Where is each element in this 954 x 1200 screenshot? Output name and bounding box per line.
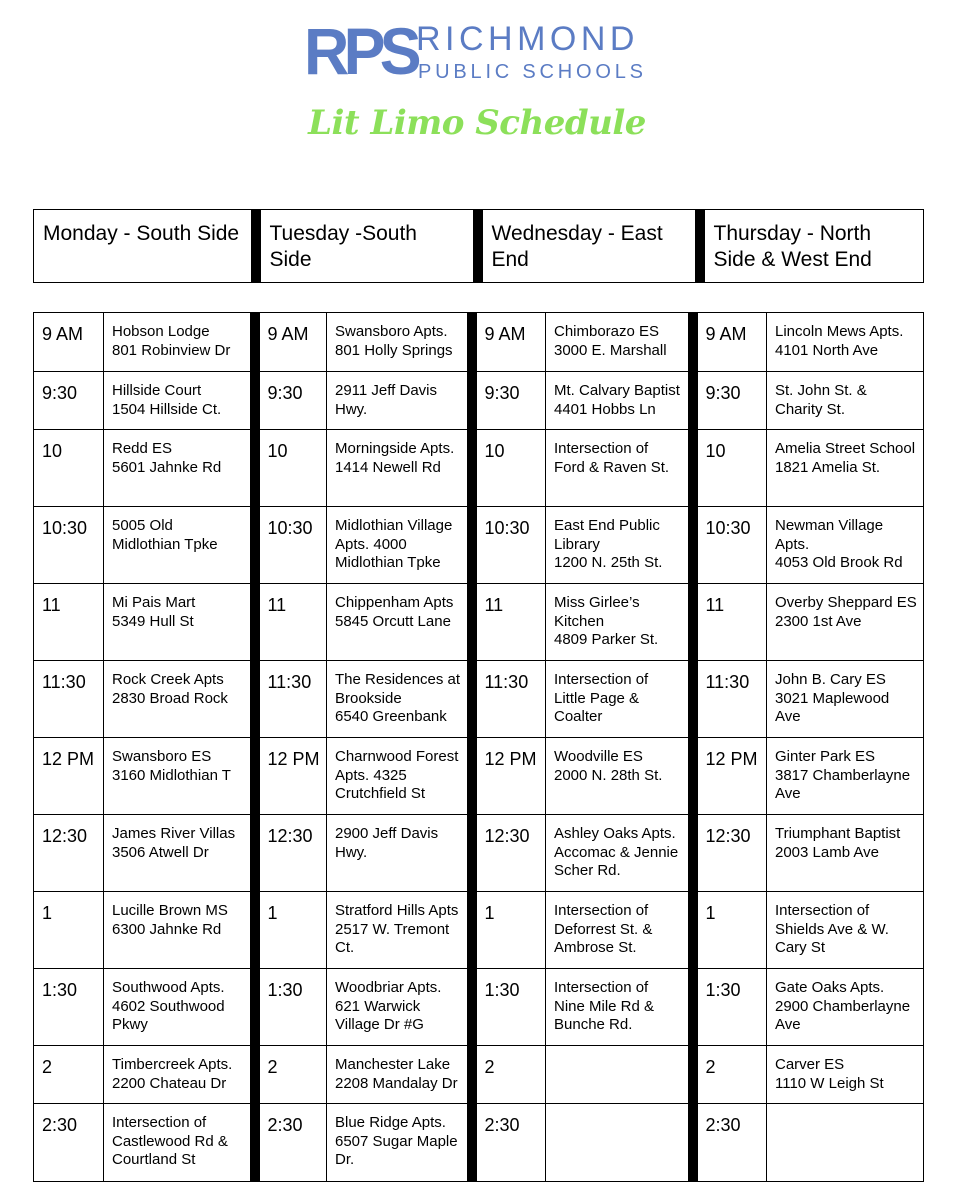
stop-time: 12 PM — [693, 738, 767, 815]
stop-location: Chimborazo ES 3000 E. Marshall — [546, 313, 693, 372]
stop-time: 2:30 — [693, 1104, 767, 1182]
stop-location: Stratford Hills Apts 2517 W. Tremont Ct. — [327, 892, 472, 969]
day-header-wednesday: Wednesday - East End — [478, 210, 700, 283]
schedule-row — [34, 1104, 924, 1182]
stop-location: Mi Pais Mart 5349 Hull St — [104, 584, 255, 661]
stop-location: Manchester Lake 2208 Mandalay Dr — [327, 1046, 472, 1104]
stop-time: 9 AM — [34, 313, 104, 372]
stop-location — [546, 1046, 693, 1104]
stop-location: Woodville ES 2000 N. 28th St. — [546, 738, 693, 815]
stop-time: 9:30 — [472, 372, 546, 430]
stop-time: 11 — [34, 584, 104, 661]
schedule-row — [34, 584, 924, 661]
stop-location: Overby Sheppard ES 2300 1st Ave — [767, 584, 924, 661]
stop-location: Carver ES 1110 W Leigh St — [767, 1046, 924, 1104]
stop-location: Timbercreek Apts. 2200 Chateau Dr — [104, 1046, 255, 1104]
stop-location: Intersection of Ford & Raven St. — [546, 430, 693, 507]
stop-time: 9 AM — [255, 313, 327, 372]
stop-time: 11 — [693, 584, 767, 661]
stop-time: 10:30 — [472, 507, 546, 584]
day-header-thursday: Thursday - North Side & West End — [700, 210, 924, 283]
stop-location: 2911 Jeff Davis Hwy. — [327, 372, 472, 430]
schedule-table — [33, 312, 924, 1182]
stop-location: Intersection of Nine Mile Rd & Bunche Rd. — [546, 969, 693, 1046]
stop-time: 11:30 — [255, 661, 327, 738]
stop-location: Redd ES 5601 Jahnke Rd — [104, 430, 255, 507]
day-header-row — [34, 210, 924, 283]
stop-time: 12 PM — [34, 738, 104, 815]
stop-time: 11 — [255, 584, 327, 661]
stop-time: 2:30 — [472, 1104, 546, 1182]
stop-location: Amelia Street School 1821 Amelia St. — [767, 430, 924, 507]
schedule-row — [34, 372, 924, 430]
stop-location: Rock Creek Apts 2830 Broad Rock — [104, 661, 255, 738]
logo-line1: RICHMOND — [416, 20, 639, 58]
logo-abbr: RPS — [304, 14, 416, 88]
stop-time: 9:30 — [34, 372, 104, 430]
day-header-table — [33, 209, 924, 283]
stop-location: Hobson Lodge 801 Robinview Dr — [104, 313, 255, 372]
stop-time: 2:30 — [255, 1104, 327, 1182]
stop-time: 2 — [34, 1046, 104, 1104]
stop-location: Mt. Calvary Baptist 4401 Hobbs Ln — [546, 372, 693, 430]
stop-location: 5005 Old Midlothian Tpke — [104, 507, 255, 584]
stop-time: 12 PM — [472, 738, 546, 815]
stop-location: Swansboro Apts. 801 Holly Springs — [327, 313, 472, 372]
stop-time: 12 PM — [255, 738, 327, 815]
stop-location — [546, 1104, 693, 1182]
stop-time: 12:30 — [693, 815, 767, 892]
stop-time: 1:30 — [34, 969, 104, 1046]
stop-time: 2:30 — [34, 1104, 104, 1182]
stop-location: Miss Girlee’s Kitchen 4809 Parker St. — [546, 584, 693, 661]
stop-location: Intersection of Little Page & Coalter — [546, 661, 693, 738]
stop-location: Swansboro ES 3160 Midlothian T — [104, 738, 255, 815]
stop-location: Midlothian Village Apts. 4000 Midlothian Tpke — [327, 507, 472, 584]
schedule-row — [34, 507, 924, 584]
stop-location: Lucille Brown MS 6300 Jahnke Rd — [104, 892, 255, 969]
schedule-row — [34, 313, 924, 372]
stop-location: East End Public Library 1200 N. 25th St. — [546, 507, 693, 584]
stop-location: 2900 Jeff Davis Hwy. — [327, 815, 472, 892]
stop-time: 9 AM — [693, 313, 767, 372]
stop-location: Intersection of Castlewood Rd & Courtland St — [104, 1104, 255, 1182]
stop-time: 1:30 — [693, 969, 767, 1046]
stop-time: 1 — [255, 892, 327, 969]
stop-location: Chippenham Apts 5845 Orcutt Lane — [327, 584, 472, 661]
stop-location: John B. Cary ES 3021 Maplewood Ave — [767, 661, 924, 738]
stop-time: 11:30 — [34, 661, 104, 738]
stop-time: 10 — [255, 430, 327, 507]
stop-location: James River Villas 3506 Atwell Dr — [104, 815, 255, 892]
schedule-row — [34, 1046, 924, 1104]
stop-time: 2 — [255, 1046, 327, 1104]
schedule-row — [34, 430, 924, 507]
stop-time: 1:30 — [472, 969, 546, 1046]
stop-time: 2 — [472, 1046, 546, 1104]
stop-time: 11 — [472, 584, 546, 661]
stop-location: Woodbriar Apts. 621 Warwick Village Dr #G — [327, 969, 472, 1046]
stop-time: 1:30 — [255, 969, 327, 1046]
stop-time: 1 — [693, 892, 767, 969]
schedule-row — [34, 661, 924, 738]
stop-time: 10 — [693, 430, 767, 507]
stop-time: 1 — [472, 892, 546, 969]
day-header-tuesday: Tuesday -South Side — [256, 210, 478, 283]
stop-location: Ashley Oaks Apts. Accomac & Jennie Scher Rd. — [546, 815, 693, 892]
stop-time: 10 — [34, 430, 104, 507]
stop-time: 12:30 — [255, 815, 327, 892]
rps-logo — [304, 14, 649, 88]
stop-time: 11:30 — [472, 661, 546, 738]
stop-location: Ginter Park ES 3817 Chamberlayne Ave — [767, 738, 924, 815]
stop-time: 10:30 — [693, 507, 767, 584]
stop-location: Charnwood Forest Apts. 4325 Crutchfield St — [327, 738, 472, 815]
stop-time: 11:30 — [693, 661, 767, 738]
stop-time: 10:30 — [34, 507, 104, 584]
schedule-row — [34, 815, 924, 892]
stop-location: Intersection of Shields Ave & W. Cary St — [767, 892, 924, 969]
page-title: Lit Limo Schedule — [308, 103, 646, 143]
stop-time: 9:30 — [693, 372, 767, 430]
schedule-row — [34, 969, 924, 1046]
stop-time: 10:30 — [255, 507, 327, 584]
stop-time: 9 AM — [472, 313, 546, 372]
stop-location — [767, 1104, 924, 1182]
stop-location: Triumphant Baptist 2003 Lamb Ave — [767, 815, 924, 892]
stop-time: 12:30 — [34, 815, 104, 892]
stop-time: 9:30 — [255, 372, 327, 430]
stop-location: Morningside Apts. 1414 Newell Rd — [327, 430, 472, 507]
stop-location: Intersection of Deforrest St. & Ambrose St. — [546, 892, 693, 969]
logo-line2: PUBLIC SCHOOLS — [418, 61, 647, 83]
stop-location: Southwood Apts. 4602 Southwood Pkwy — [104, 969, 255, 1046]
stop-location: Newman Village Apts. 4053 Old Brook Rd — [767, 507, 924, 584]
stop-time: 10 — [472, 430, 546, 507]
stop-time: 12:30 — [472, 815, 546, 892]
schedule-row — [34, 738, 924, 815]
schedule-row — [34, 892, 924, 969]
stop-time: 1 — [34, 892, 104, 969]
stop-location: Lincoln Mews Apts. 4101 North Ave — [767, 313, 924, 372]
stop-location: St. John St. & Charity St. — [767, 372, 924, 430]
stop-location: The Residences at Brookside 6540 Greenbank — [327, 661, 472, 738]
stop-location: Hillside Court 1504 Hillside Ct. — [104, 372, 255, 430]
day-header-monday: Monday - South Side — [34, 210, 256, 283]
stop-location: Blue Ridge Apts. 6507 Sugar Maple Dr. — [327, 1104, 472, 1182]
stop-location: Gate Oaks Apts. 2900 Chamberlayne Ave — [767, 969, 924, 1046]
stop-time: 2 — [693, 1046, 767, 1104]
